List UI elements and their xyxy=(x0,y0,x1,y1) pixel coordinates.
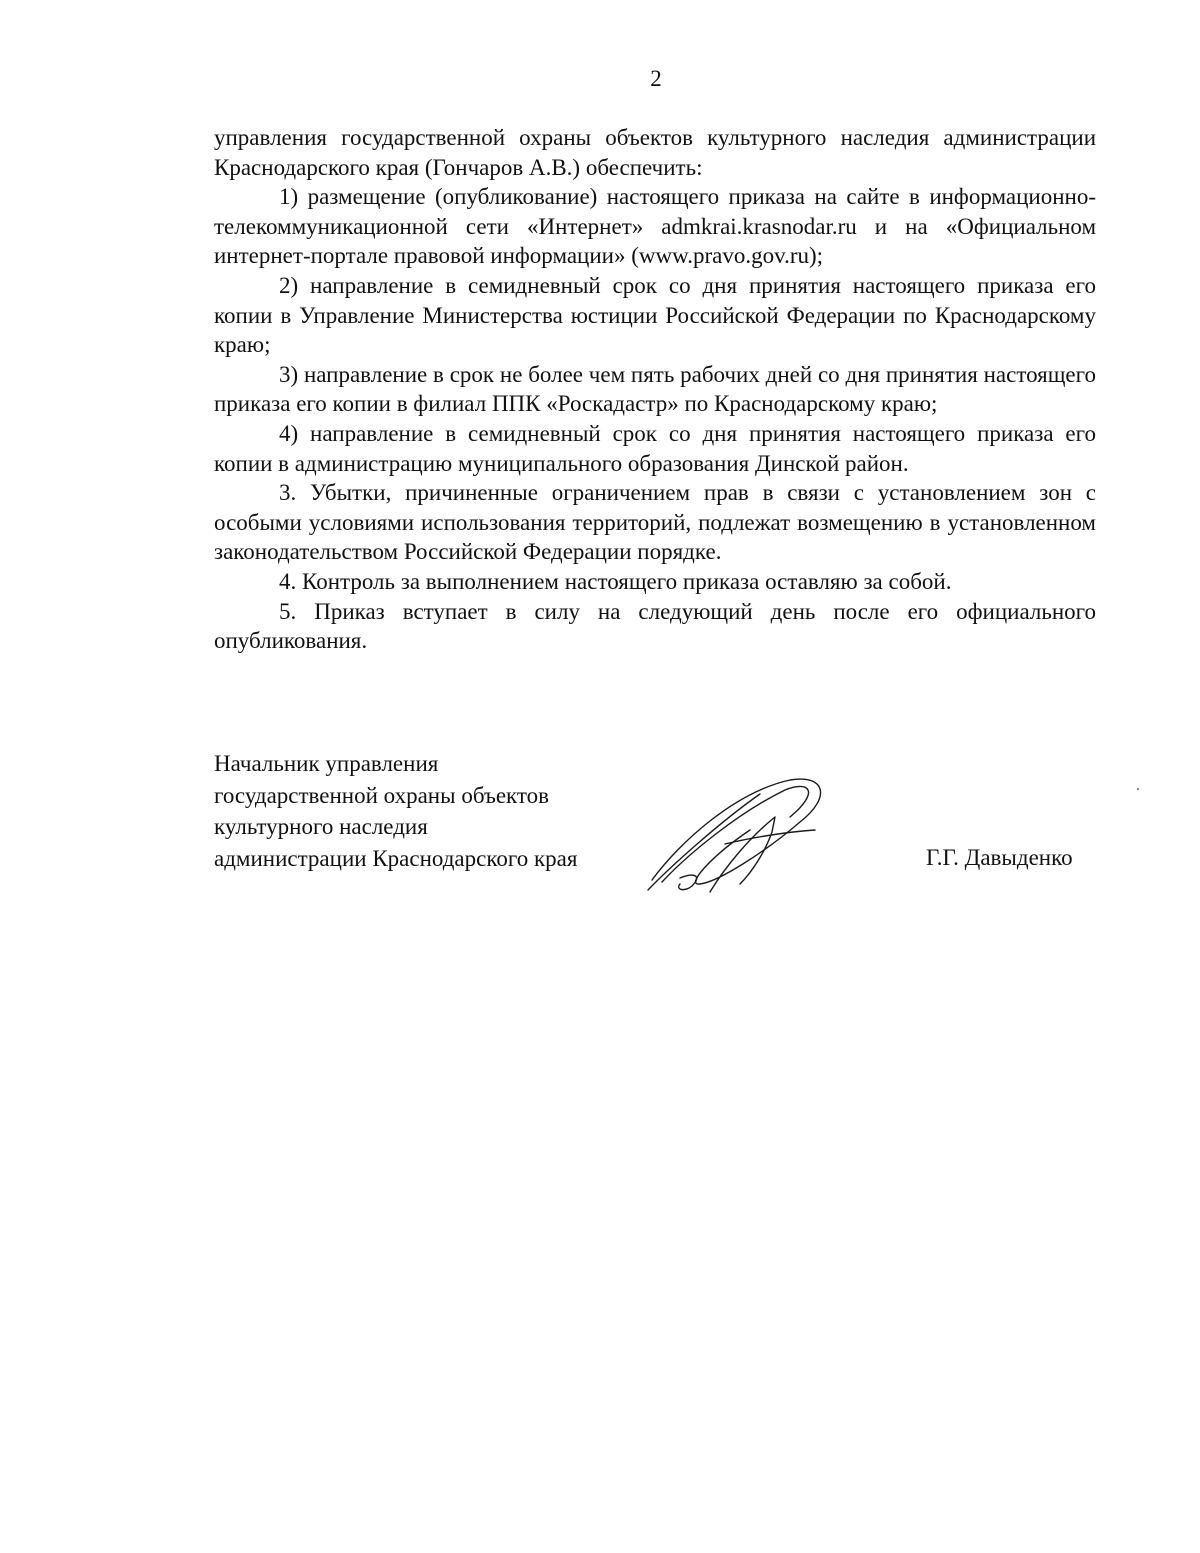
paragraph-clause-3: 3. Убытки, причиненные ограничением прав в связи с установлением зон с особыми условиями использования территорий, подлежат возмещению в установленном законодательством Российской Федерации порядке. xyxy=(214,480,1096,565)
paragraph-item-1: 1) размещение (опубликование) настоящего приказа на сайте в информационно-телекоммуникационной сети «Интернет» admkrai.krasnodar.ru и на «Официальном интернет-портале правовой информации» (www.pravo.gov.ru); xyxy=(214,184,1096,269)
page-number: 2 xyxy=(650,66,662,91)
signatory-name: Г.Г. Давыденко xyxy=(926,845,1073,870)
handwritten-signature xyxy=(640,772,840,902)
paragraph-item-3: 3) направление в срок не более чем пять рабочих дней со дня принятия настоящего приказа его копии в филиал ППК «Роскадастр» по Краснодарскому краю; xyxy=(214,361,1096,417)
signatory-position-line: культурного наследия xyxy=(214,814,428,839)
scan-artifact xyxy=(1137,788,1139,790)
document-body xyxy=(214,123,1096,656)
paragraph-item-4: 4) направление в семидневный срок со дня принятия настоящего приказа его копии в администрацию муниципального образования Динской район. xyxy=(214,420,1096,476)
paragraph-clause-5: 5. Приказ вступает в силу на следующий день после его официального опубликования. xyxy=(214,598,1096,654)
paragraph-clause-4: 4. Контроль за выполнением настоящего приказа оставляю за собой. xyxy=(279,568,952,594)
signatory-position-line: администрации Краснодарского края xyxy=(214,845,578,871)
paragraph-continuation: управления государственной охраны объектов культурного наследия администрации Краснодарского края (Гончаров А.В.) обеспечить: xyxy=(214,125,1096,180)
signatory-position xyxy=(214,748,577,874)
signatory-position-line: государственной охраны объектов xyxy=(214,782,550,808)
signatory-position-line: Начальник управления xyxy=(214,751,439,776)
paragraph-item-2: 2) направление в семидневный срок со дня принятия настоящего приказа его копии в Управление Министерства юстиции Российской Федерации по Краснодарскому краю; xyxy=(214,272,1096,358)
